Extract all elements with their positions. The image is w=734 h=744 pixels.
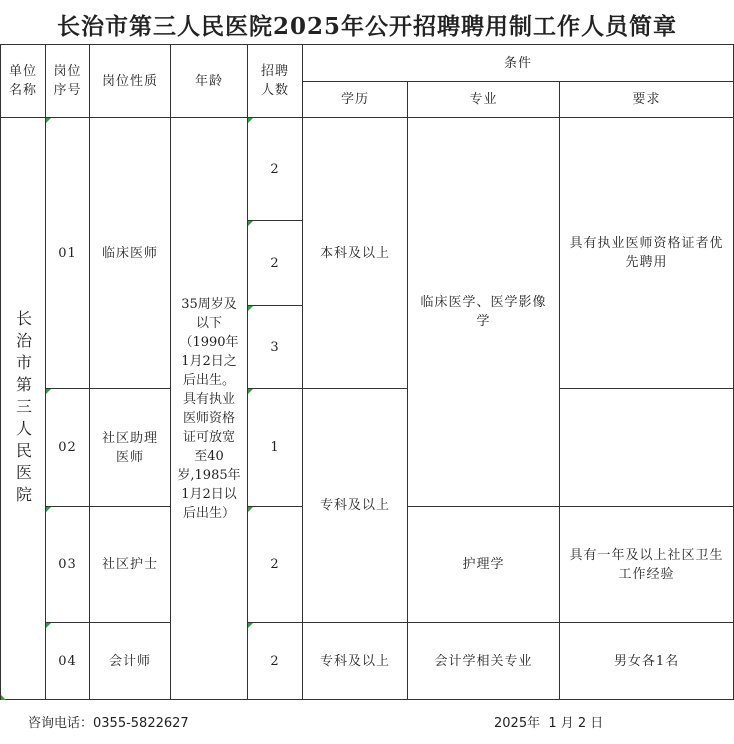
header-education: 学历	[340, 92, 369, 107]
count-6: 2	[270, 653, 280, 669]
header-major: 专业	[469, 92, 498, 107]
unit-name: 长治市第三人民医院	[13, 309, 33, 508]
unit-name-cell	[1, 118, 45, 699]
major-nursing: 护理学	[462, 557, 505, 572]
header-post-no: 岗位序号	[53, 64, 82, 98]
header-age: 年龄	[194, 73, 223, 89]
header-count: 招聘人数	[260, 64, 289, 98]
post-type-clinical: 临床医师	[101, 245, 158, 261]
post-type-accountant: 会计师	[108, 653, 151, 669]
requirement-accountant: 男女各1名	[613, 653, 680, 669]
header-post-type: 岗位性质	[101, 73, 158, 89]
issue-date: 2025年 1 月 2 日	[494, 716, 604, 731]
requirement-doctor: 具有执业医师资格证者优先聘用	[569, 236, 724, 270]
post-no-02: 02	[58, 440, 77, 455]
post-no-04: 04	[58, 653, 77, 669]
post-no-03: 03	[58, 557, 77, 572]
education-college: 专科及以上	[319, 498, 390, 513]
requirement-nurse: 具有一年及以上社区卫生工作经验	[569, 547, 724, 582]
count-4: 1	[270, 440, 280, 455]
post-type-nurse: 社区护士	[101, 557, 158, 572]
header-unit: 单位名称	[8, 64, 37, 98]
count-1: 2	[270, 161, 280, 177]
count-5: 2	[270, 557, 280, 572]
post-no-01: 01	[58, 245, 77, 261]
education-college-accounting: 专科及以上	[319, 653, 390, 669]
contact-phone: 咨询电话：0355-5822627	[28, 716, 189, 731]
count-2: 2	[270, 255, 280, 271]
major-clinical: 临床医学、医学影像学	[420, 295, 547, 329]
header-requirement: 要求	[632, 92, 661, 107]
age-requirement: 35周岁及以下（1990年1月2日之后出生。具有执业医师资格证可放宽至40岁,1985年1月2日以后出生）	[177, 296, 241, 521]
page-title: 长治市第三人民医院2025年公开招聘聘用制工作人员简章	[56, 13, 677, 40]
education-bachelor: 本科及以上	[319, 245, 390, 261]
post-type-assistant: 社区助理医师	[101, 430, 158, 465]
major-accounting: 会计学相关专业	[434, 653, 533, 669]
count-3: 3	[270, 339, 280, 355]
header-conditions: 条件	[503, 55, 532, 71]
